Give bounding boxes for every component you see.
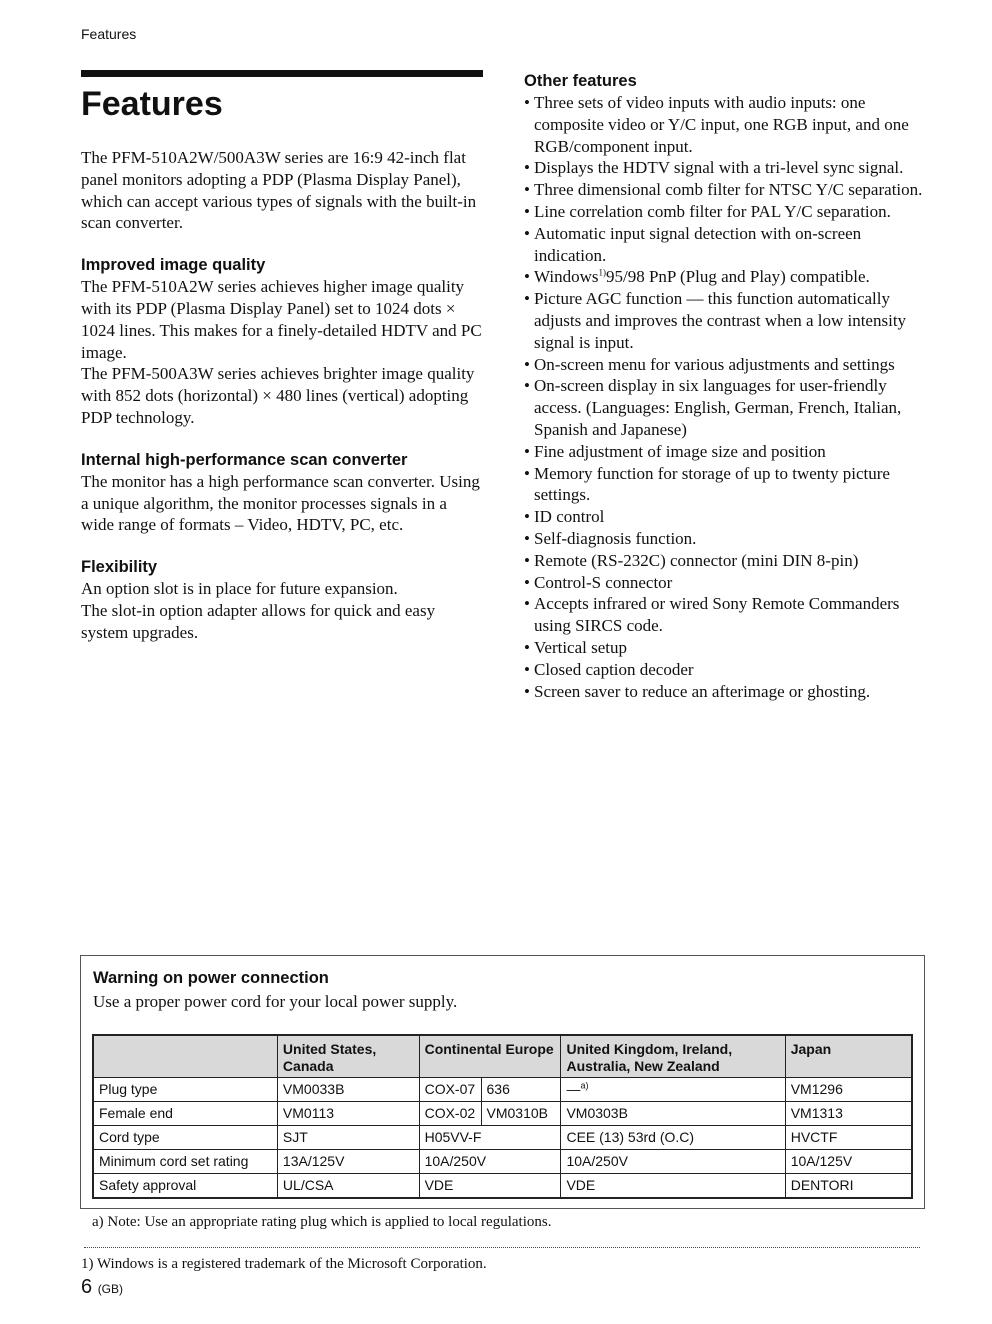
section-image-quality (81, 254, 483, 429)
footnote: 1) Windows is a registered trademark of the Microsoft Corporation. (81, 1256, 487, 1272)
table-row (93, 1078, 912, 1102)
table-cell: Cord type (93, 1126, 277, 1150)
table-cell: VDE (561, 1174, 785, 1199)
section-heading: Internal high-performance scan converter (81, 450, 408, 469)
table-header-cell: Japan (785, 1035, 912, 1078)
table-cell: 10A/250V (561, 1150, 785, 1174)
table-note: a) Note: Use an appropriate rating plug which is applied to local regulations. (92, 1214, 552, 1230)
note-marker: a) (580, 1080, 589, 1091)
table-cell: —$^{a)}$ (561, 1078, 785, 1102)
table-cell: VDE (419, 1174, 561, 1199)
section-paragraph: The slot-in option adapter allows for quick and easy system upgrades. (81, 600, 436, 642)
table-row (93, 1174, 912, 1199)
table-cell: COX-07 (419, 1078, 481, 1102)
feature-list (524, 92, 934, 702)
table-cell: CEE (13) 53rd (O.C) (561, 1126, 785, 1150)
table-cell: COX-02 (419, 1102, 481, 1126)
table-row (93, 1126, 912, 1150)
page-title: Features (81, 85, 223, 123)
table-cell: UL/CSA (277, 1174, 419, 1199)
table-cell: Minimum cord set rating (93, 1150, 277, 1174)
section-heading: Improved image quality (81, 256, 266, 275)
list-item: • Closed caption decoder (524, 659, 694, 679)
footnote-marker: 1) (598, 267, 606, 278)
table-header-row (93, 1035, 912, 1078)
running-head: Features (81, 26, 137, 42)
table-header-cell: United Kingdom, Ireland, Australia, New Zealand (561, 1035, 785, 1078)
table-cell: HVCTF (785, 1126, 912, 1150)
list-item: • Automatic input signal detection with on-screen indication. (524, 223, 862, 265)
list-item: • On-screen display in six languages for user-friendly access. (Languages: English, German, French, Italian, Spanish and Japanese) (524, 376, 902, 439)
list-item: • Vertical setup (524, 637, 627, 657)
page-number: 6 (GB) (81, 1276, 124, 1298)
table-header-cell: United States, Canada (277, 1035, 419, 1078)
section-paragraph: An option slot is in place for future expansion. (81, 579, 398, 599)
power-cord-table (92, 1034, 913, 1199)
page-suffix: (GB) (97, 1282, 124, 1296)
title-rule (81, 70, 483, 77)
intro-paragraph: The PFM-510A2W/500A3W series are 16:9 42-inch flat panel monitors adopting a PDP (Plasma Display Panel), which can accept various types of signals with the built-in scan converter. (81, 148, 477, 233)
section-paragraph: The PFM-510A2W series achieves higher image quality with its PDP (Plasma Display Panel) set to 1024 dots × 1024 lines. This makes for a finely-detailed HDTV and PC image. (81, 277, 482, 362)
warning-text: Use a proper power cord for your local power supply. (93, 992, 458, 1011)
list-item: • On-screen menu for various adjustments and settings (524, 354, 895, 374)
table-cell: SJT (277, 1126, 419, 1150)
table-cell: H05VV-F (419, 1126, 561, 1150)
list-item: • Remote (RS-232C) connector (mini DIN 8-pin) (524, 550, 859, 570)
table-cell: 13A/125V (277, 1150, 419, 1174)
table-cell: VM0310B (481, 1102, 561, 1126)
left-column (81, 70, 483, 644)
table-cell: VM1296 (785, 1078, 912, 1102)
table-cell: VM0033B (277, 1078, 419, 1102)
table-cell: DENTORI (785, 1174, 912, 1199)
list-item: • Control-S connector (524, 572, 673, 592)
table-header-cell: Continental Europe (419, 1035, 561, 1078)
section-flexibility (81, 556, 483, 643)
table-cell: VM1313 (785, 1102, 912, 1126)
table-cell: 636 (481, 1078, 561, 1102)
list-item: • Displays the HDTV signal with a tri-level sync signal. (524, 158, 904, 178)
table-row (93, 1150, 912, 1174)
other-features-heading: Other features (524, 72, 637, 90)
list-item: • Memory function for storage of up to twenty picture settings. (524, 463, 890, 505)
table-cell: Female end (93, 1102, 277, 1126)
section-paragraph: The PFM-500A3W series achieves brighter image quality with 852 dots (horizontal) × 480 lines (vertical) adopting PDP technology. (81, 364, 475, 427)
table-cell: 10A/250V (419, 1150, 561, 1174)
warning-box (80, 955, 925, 1209)
list-item: • Accepts infrared or wired Sony Remote Commanders using SIRCS code. (524, 594, 900, 636)
table-cell: Safety approval (93, 1174, 277, 1199)
list-item: • Three dimensional comb filter for NTSC Y/C separation. (524, 180, 923, 200)
table-cell: Plug type (93, 1078, 277, 1102)
list-item: • Three sets of video inputs with audio inputs: one composite video or Y/C input, one RGB input, and one RGB/component input. (524, 93, 909, 156)
list-item: • Windows$^{1)}$95/98 PnP (Plug and Play) compatible. (524, 267, 870, 287)
table-header-cell (93, 1035, 277, 1078)
list-item: • Line correlation comb filter for PAL Y/C separation. (524, 201, 891, 221)
right-column (524, 70, 934, 702)
table-cell: VM0303B (561, 1102, 785, 1126)
list-item: • Self-diagnosis function. (524, 528, 697, 548)
section-scan-converter (81, 449, 483, 536)
table-cell: 10A/125V (785, 1150, 912, 1174)
list-item: • Screen saver to reduce an afterimage or ghosting. (524, 681, 871, 701)
list-item: • ID control (524, 507, 605, 527)
footnote-divider (84, 1247, 920, 1248)
list-item: • Picture AGC function — this function automatically adjusts and improves the contrast when a low intensity signal is input. (524, 289, 907, 352)
warning-title: Warning on power connection (93, 969, 329, 987)
section-paragraph: The monitor has a high performance scan converter. Using a unique algorithm, the monitor processes signals in a wide range of formats – Video, HDTV, PC, etc. (81, 471, 480, 535)
list-item: • Fine adjustment of image size and position (524, 441, 826, 461)
table-row (93, 1102, 912, 1126)
section-heading: Flexibility (81, 558, 158, 577)
table-cell: VM0113 (277, 1102, 419, 1126)
